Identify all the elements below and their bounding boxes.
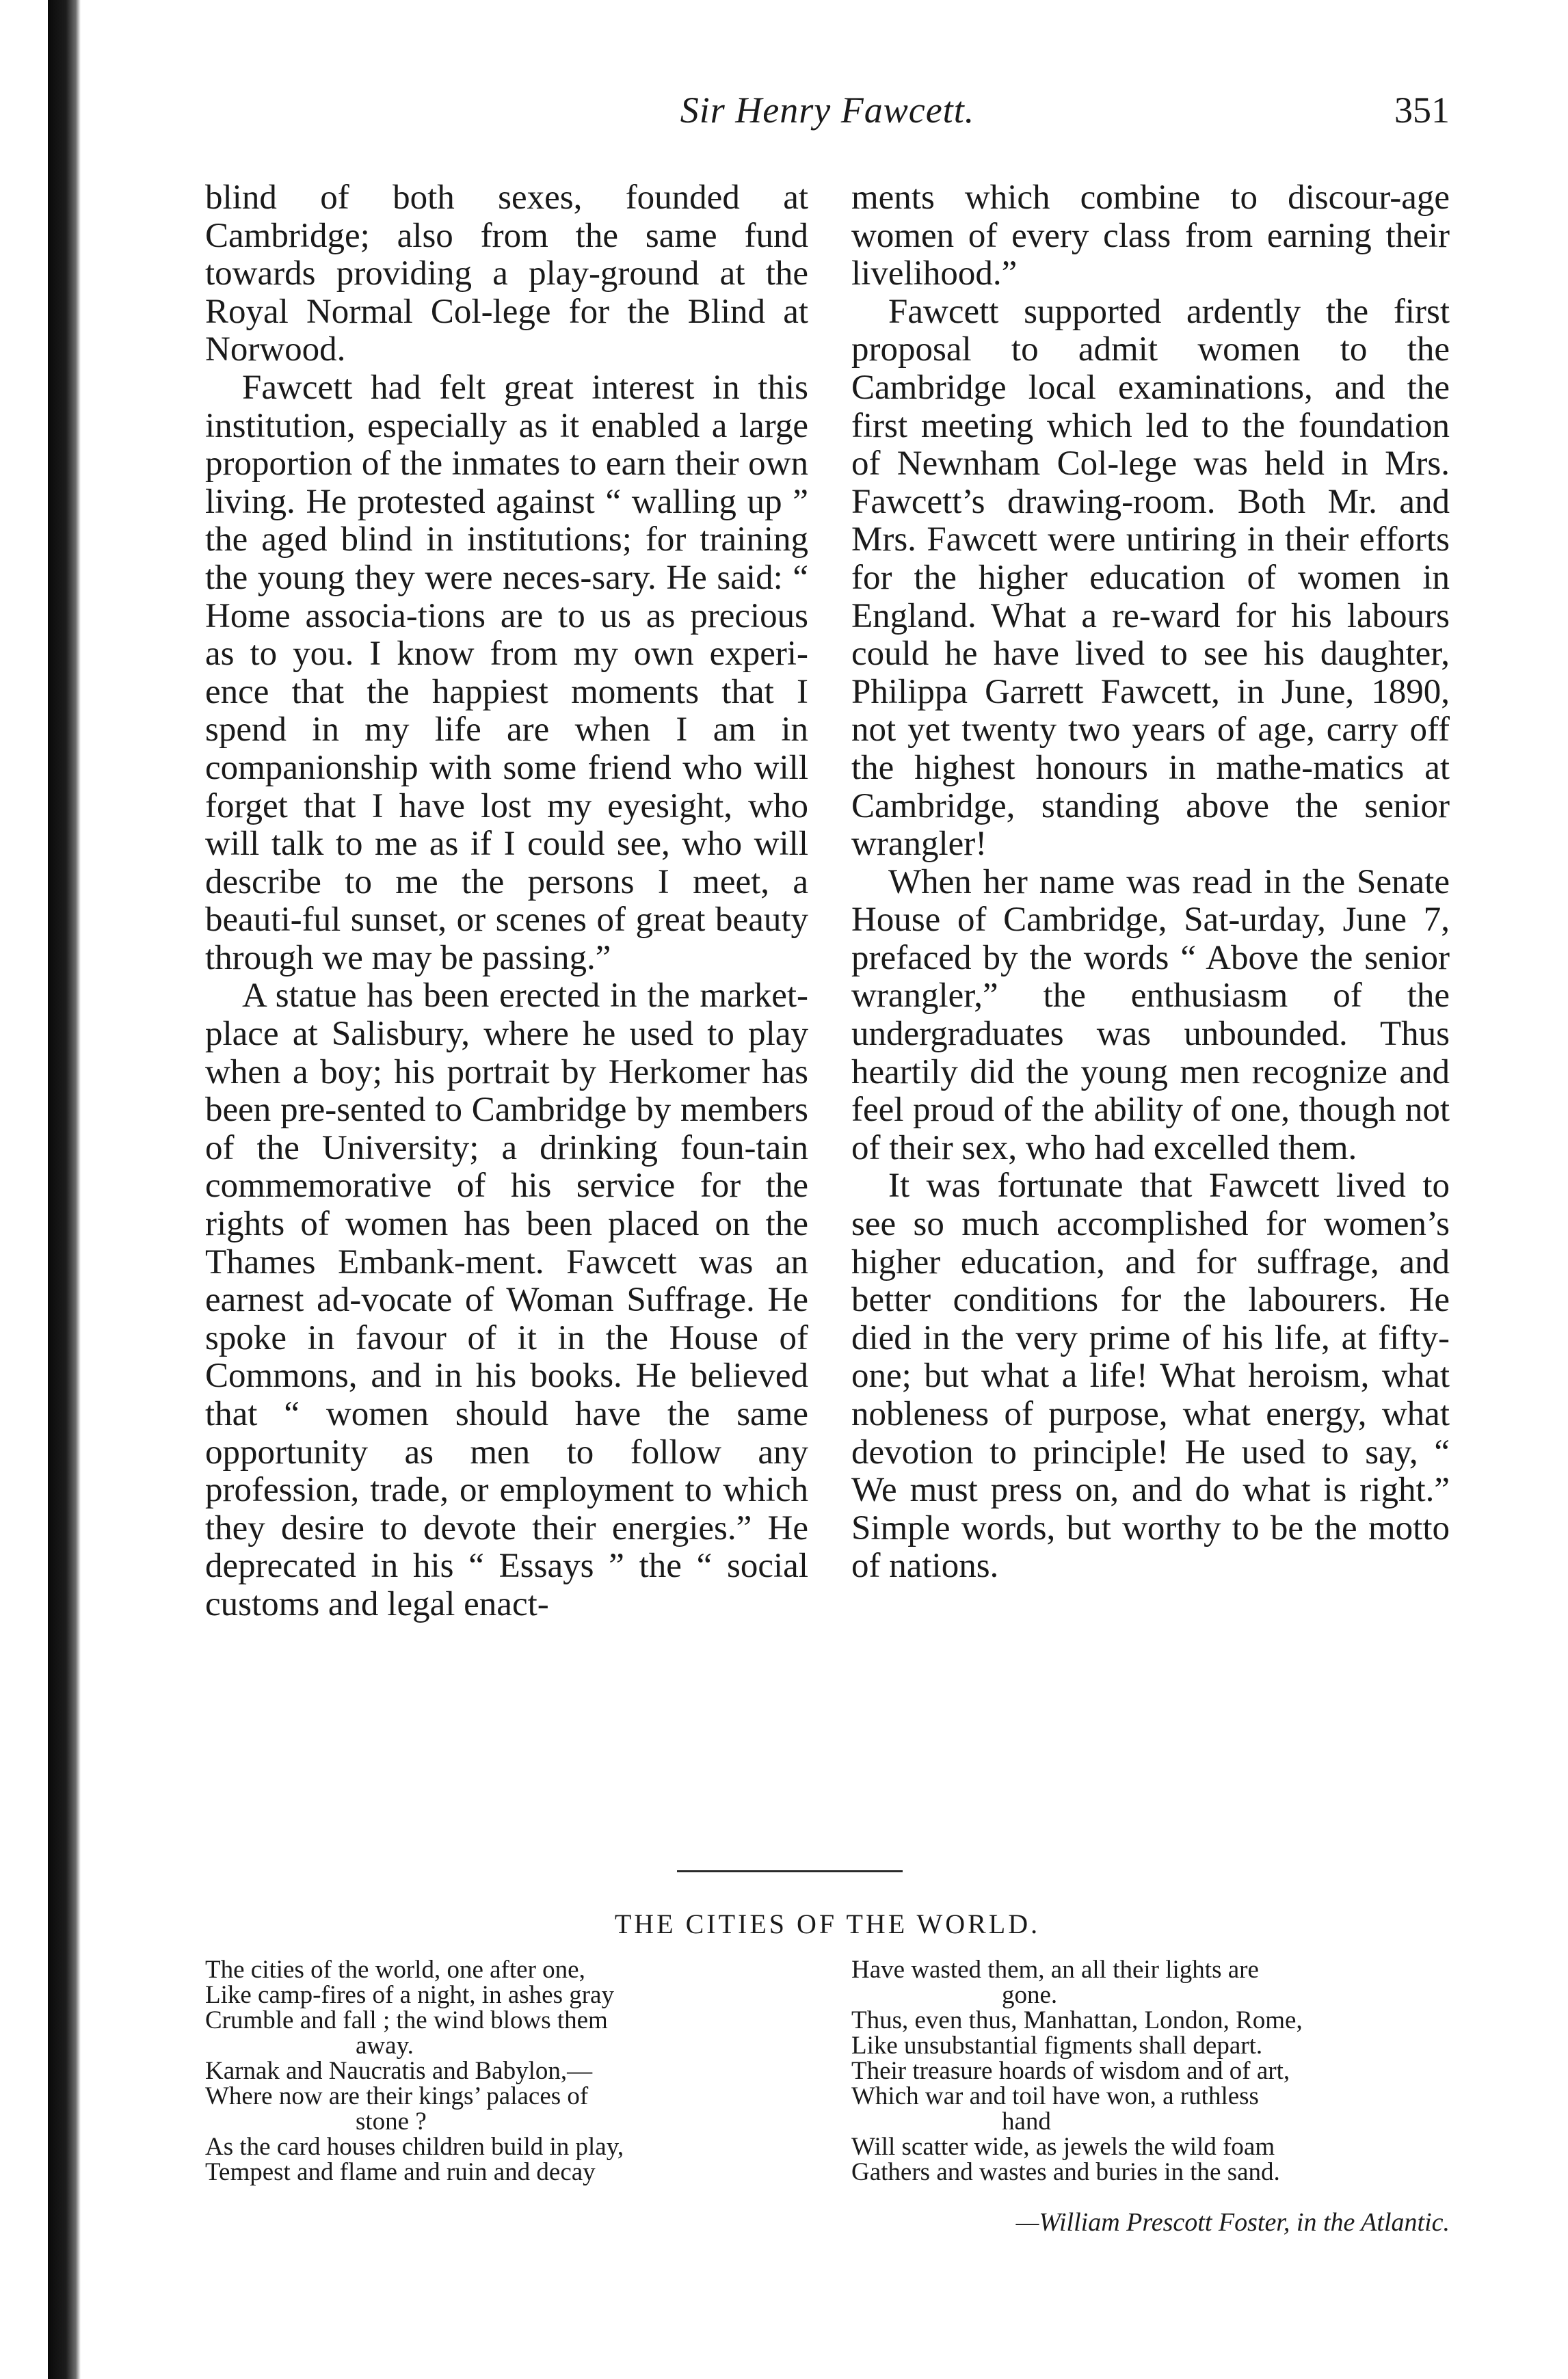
poem-line: The cities of the world, one after one, [205,1956,585,1984]
page-header [205,89,1450,137]
poem-line: Crumble and fall ; the wind blows them [205,2006,608,2034]
paragraph: Fawcett had felt great interest in this institution, especially as it enabled a large proportion of the inmates to earn their own living. He protested against “ walling up ” the aged blind in institutions; for training the young they were neces-sary. He said: “ Home associa-tions are to us as precious as to you. I know from my own experi-ence that the happiest moments that I spend in my life are when I am in companionship with some friend who will forget that I have lost my eyesight, who will talk to me as if I could see, who will describe to me the persons I meet, a beauti-ful sunset, or scenes of great beauty through we may be passing.” [205,368,808,977]
paragraph: Fawcett supported ardently the first proposal to admit women to the Cambridge local examinations, and the first meeting which led to the foundation of Newnham Col-lege was held in Mrs. Fawcett’s drawing-room. Both Mr. and Mrs. Fawcett were untiring in their efforts for the higher education of women in England. What a re-ward for his labours could he have lived to see his daughter, Philippa Garrett Fawcett, in June, 1890, not yet twenty two years of age, carry off the highest honours in mathe-matics at Cambridge, standing above the senior wrangler! [851,292,1450,864]
paragraph: blind of both sexes, founded at Cambridge; also from the same fund towards providing a play-ground at the Royal Normal Col-lege for the Blind at Norwood. [205,178,808,369]
poem-line: Like unsubstantial figments shall depart. [851,2032,1263,2060]
poem-title: THE CITIES OF THE WORLD. [614,1909,1041,1939]
paragraph: When her name was read in the Senate House of Cambridge, Sat-urday, June 7, prefaced by the words “ Above the senior wrangler,” the enthusiasm of the undergraduates was unbounded. Thus heartily did the young men recognize and feel proud of the ability of one, though not of their sex, who had excelled them. [851,862,1450,1167]
poem-line: Like camp-fires of a night, in ashes gray [205,1981,614,2009]
poem-line: Tempest and flame and ruin and decay [205,2158,596,2186]
article-left-column [205,179,808,1624]
poem-left-column [205,1957,807,2185]
poem-right-column [851,1957,1450,2185]
scan-binding-edge [48,0,81,2379]
paragraph: It was fortunate that Fawcett lived to see so much accomplished for women’s higher education, and for suffrage, and better conditions for the labourers. He died in the very prime of his life, at fifty-one; but what a life! What heroism, what nobleness of purpose, what energy, what devotion to principle! He used to say, “ We must press on, and do what is right.” Simple words, but worthy to be the motto of nations. [851,1167,1450,1586]
poem-line: stone ? [356,2108,427,2136]
poem-line: Have wasted them, an all their lights are [851,1956,1259,1984]
poem-line: Will scatter wide, as jewels the wild foam [851,2133,1275,2161]
poem-line: away. [356,2032,414,2060]
page-number: 351 [1394,90,1450,131]
poem-line: hand [1002,2108,1051,2136]
article-right-column [851,179,1450,1586]
poem-line: Karnak and Naucratis and Babylon,— [205,2057,593,2085]
poem-line: Which war and toil have won, a ruthless [851,2082,1259,2110]
poem-line: Their treasure hoards of wisdom and of art, [851,2057,1290,2085]
poem-line: gone. [1002,1981,1058,2009]
section-divider [677,1870,903,1872]
running-title: Sir Henry Fawcett. [680,90,975,131]
poem-line: Gathers and wastes and buries in the sand. [851,2158,1280,2186]
poem-line: As the card houses children build in play, [205,2133,624,2161]
poem-attribution: —William Prescott Foster, in the Atlantic. [1015,2208,1450,2237]
poem-line: Where now are their kings’ palaces of [205,2082,589,2110]
paragraph: ments which combine to discour-age women of every class from earning their livelihood.” [851,178,1450,293]
paragraph: A statue has been erected in the market-place at Salisbury, where he used to play when a boy; his portrait by Herkomer has been pre-sented to Cambridge by members of the University; a drinking foun-tain commemorative of his service for the rights of women has been placed on the Thames Embank-ment. Fawcett was an earnest ad-vocate of Woman Suffrage. He spoke in favour of it in the House of Commons, and in his books. He believed that “ women should have the same opportunity as men to follow any profession, trade, or employment to which they desire to devote their energies.” He deprecated in his “ Essays ” the “ social customs and legal enact- [205,976,808,1623]
poem-line: Thus, even thus, Manhattan, London, Rome, [851,2006,1303,2034]
